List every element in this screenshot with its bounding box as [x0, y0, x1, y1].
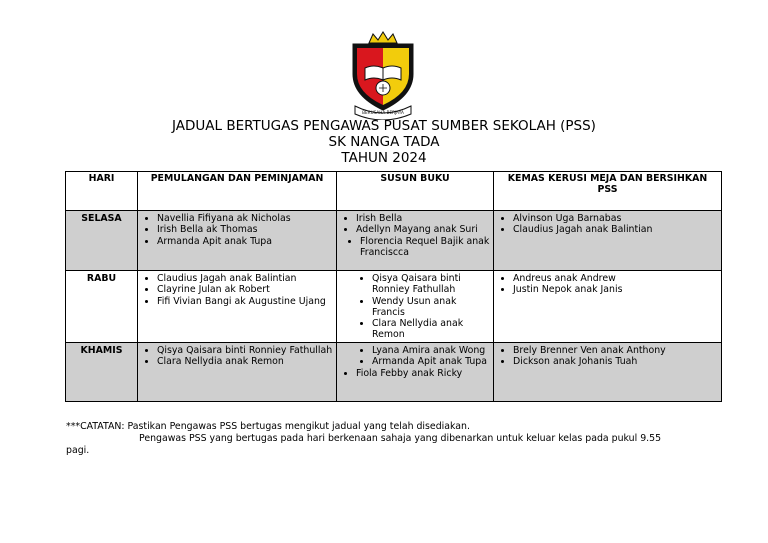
susun-cell — [337, 343, 494, 402]
susun-cell — [337, 271, 494, 343]
note-line-1: ***CATATAN: Pastikan Pengawas PSS bertugas mengikut jadual yang telah disediakan. — [66, 421, 470, 432]
notes-section — [66, 421, 726, 457]
table-row — [66, 343, 722, 402]
list-item: • Claudius Jagah anak Balintian — [513, 224, 720, 235]
list-item: • Armanda Apit anak Tupa — [157, 236, 335, 247]
list-item: • Dickson anak Johanis Tuah — [513, 356, 720, 367]
list-item: • Justin Nepok anak Janis — [513, 284, 720, 295]
list-item: • Alvinson Uga Barnabas — [513, 213, 720, 224]
list-item: • Adellyn Mayang anak Suri — [356, 224, 492, 235]
list-item: • Navellia Fifiyana ak Nicholas — [157, 213, 335, 224]
pemulangan-cell — [138, 343, 337, 402]
list-item: • Armanda Apit anak Tupa — [372, 356, 492, 367]
table-row — [66, 271, 722, 343]
title-line-1: JADUAL BERTUGAS PENGAWAS PUSAT SUMBER SEKOLAH (PSS) — [172, 118, 596, 134]
list-item: • Florencia Requel Bajik anak Franciscca — [360, 236, 492, 259]
list-item: • Wendy Usun anak Francis — [372, 296, 492, 319]
list-item: • Andreus anak Andrew — [513, 273, 720, 284]
kemas-cell — [494, 211, 722, 271]
table-row — [66, 211, 722, 271]
day-cell: RABU — [66, 271, 138, 343]
column-header: SUSUN BUKU — [337, 172, 494, 211]
pemulangan-cell — [138, 271, 337, 343]
open-book-icon — [365, 66, 401, 80]
list-item: • Clara Nellydia anak Remon — [157, 356, 335, 367]
list-item: • Fiola Febby anak Ricky — [356, 368, 492, 379]
kemas-cell — [494, 343, 722, 402]
list-item: • Irish Bella ak Thomas — [157, 224, 335, 235]
day-cell: KHAMIS — [66, 343, 138, 402]
column-header: HARI — [66, 172, 138, 211]
day-cell: SELASA — [66, 211, 138, 271]
column-header: KEMAS KERUSI MEJA DAN BERSIHKAN PSS — [494, 172, 722, 211]
list-item: • Qisya Qaisara binti Ronniey Fathullah — [372, 273, 492, 296]
motto-text: BERUSAHA BERJAYA — [362, 110, 404, 115]
list-item: • Brely Brenner Ven anak Anthony — [513, 345, 720, 356]
table-header-row — [66, 172, 722, 211]
list-item: • Claudius Jagah anak Balintian — [157, 273, 335, 284]
list-item: • Lyana Amira anak Wong — [372, 345, 492, 356]
note-line-3: pagi. — [66, 445, 90, 456]
susun-cell — [337, 211, 494, 271]
crown-icon — [369, 32, 397, 43]
duty-schedule-table — [65, 171, 722, 402]
column-header: PEMULANGAN DAN PEMINJAMAN — [138, 172, 337, 211]
school-crest-logo — [345, 30, 421, 120]
list-item: • Clayrine Julan ak Robert — [157, 284, 335, 295]
title-line-2: SK NANGA TADA — [328, 134, 440, 150]
pemulangan-cell — [138, 211, 337, 271]
list-item: • Irish Bella — [356, 213, 492, 224]
kemas-cell — [494, 271, 722, 343]
list-item: • Fifi Vivian Bangi ak Augustine Ujang — [157, 296, 335, 307]
list-item: • Qisya Qaisara binti Ronniey Fathullah — [157, 345, 335, 356]
title-line-3: TAHUN 2024 — [341, 150, 427, 166]
document-title — [0, 118, 768, 166]
list-item: • Clara Nellydia anak Remon — [372, 318, 492, 341]
note-line-2: Pengawas PSS yang bertugas pada hari berkenaan sahaja yang dibenarkan untuk keluar kelas pada pukul 9.55 — [139, 433, 662, 444]
